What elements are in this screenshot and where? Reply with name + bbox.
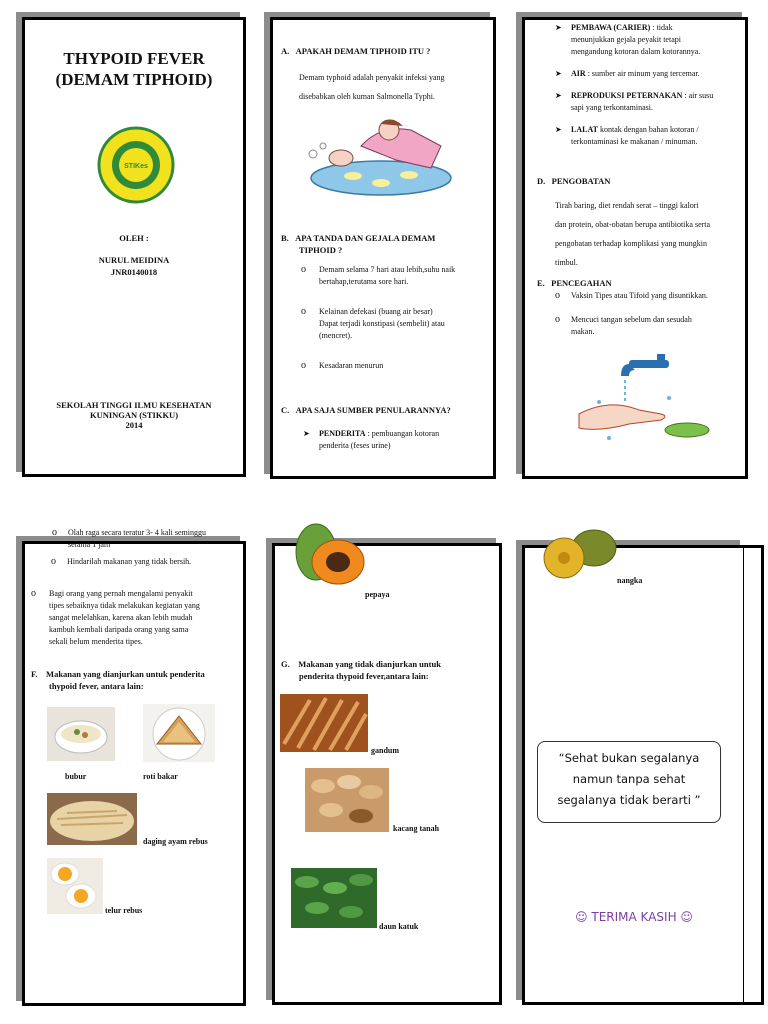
list-item: o Hindarilah makanan yang tidak bersih. xyxy=(51,556,192,567)
quote-box: “Sehat bukan segalanya namun tanpa sehat segalanya tidak berarti ” xyxy=(537,741,721,823)
list-item: ➤ AIR : sumber air minum yang tercemar. xyxy=(555,69,700,78)
food-label: pepaya xyxy=(365,590,390,599)
sick-child-illustration xyxy=(301,116,461,198)
list-item: o Demam selama 7 hari atau lebih,suhu naik bertahap,terutama sore hari. xyxy=(301,264,456,286)
food-label: roti bakar xyxy=(143,772,178,781)
list-item: o Vaksin Tipes atau Tifoid yang disuntikkan. xyxy=(555,290,708,301)
list-item: ➤ REPRODUKSI PETERNAKAN : air susu sapi yang terkontaminasi. xyxy=(555,91,714,112)
food-label: daun katuk xyxy=(379,922,419,931)
section-f-heading: F. Makanan yang dianjurkan untuk penderita thypoid fever, antara lain: xyxy=(31,669,205,691)
papaya-image xyxy=(292,522,368,592)
symptom-list xyxy=(301,264,491,372)
source-list xyxy=(555,22,747,148)
list-item: o Bagi orang yang pernah mengalami penyakit tipes sebaiknya tidak melakukan kegiatan yang sangat melelahkan, karena akan lebih mudah kambuh kembali daripada orang yang sama sekali belum menderita tipes. xyxy=(31,588,200,646)
food-label: kacang tanah xyxy=(393,824,440,833)
toast-image xyxy=(143,704,215,762)
katuk-leaf-image xyxy=(291,868,377,928)
food-label: bubur xyxy=(65,772,87,781)
section-d-heading: D. PENGOBATAN xyxy=(537,176,611,186)
info-panel-d-e xyxy=(522,17,748,479)
food-label: daging ayam rebus xyxy=(143,837,208,846)
food-label: nangka xyxy=(617,576,643,585)
peanut-image xyxy=(305,768,389,832)
cover-panel xyxy=(22,17,246,477)
school-logo xyxy=(97,126,175,204)
chicken-image xyxy=(47,793,137,845)
prevention-list xyxy=(555,290,745,338)
list-item: ➤ PENDERITA : pembuangan kotoran penderita (feses urine) xyxy=(303,429,440,450)
list-item: ➤ LALAT kontak dengan bahan kotoran / terkontaminasi ke makanan / minuman. xyxy=(555,125,699,146)
closing-panel xyxy=(522,545,746,1005)
list-item: o Olah raga secara teratur 3- 4 kali seminggu selama 1 jam xyxy=(52,527,206,549)
jackfruit-image xyxy=(542,528,618,580)
info-panel-a-c xyxy=(270,17,496,479)
section-b-heading: B. APA TANDA DAN GEJALA DEMAM TIPHOID ? xyxy=(281,233,436,255)
list-item: o Kelainan defekasi (buang air besar) Dapat terjadi konstipasi (sembelit) atau (mencret). xyxy=(301,306,445,340)
list-item: o Kesadaran menurun xyxy=(301,360,384,371)
section-c-heading: C. APA SAJA SUMBER PENULARANNYA? xyxy=(281,405,451,415)
school-block: SEKOLAH TINGGI ILMU KESEHATAN KUNINGAN (STIKKU) 2014 xyxy=(56,400,212,430)
food-label: telur rebus xyxy=(105,906,143,915)
recommended-food-panel xyxy=(22,541,246,1006)
section-a-text: Demam typhoid adalah penyakit infeksi yang disebabkan oleh kuman Salmonella Typhi. xyxy=(299,73,445,101)
list-item: o Mencuci tangan sebelum dan sesudah makan. xyxy=(555,314,692,336)
author-block: OLEH : NURUL MEIDINA JNR0140018 xyxy=(98,233,170,277)
section-a-heading: A. APAKAH DEMAM TIPHOID ITU ? xyxy=(281,46,431,56)
egg-image xyxy=(47,858,103,914)
porridge-image xyxy=(47,707,115,761)
avoid-food-panel xyxy=(272,543,502,1005)
logo-center-text: STIKes xyxy=(124,163,148,170)
cover-title: THYPOID FEVER (DEMAM TIPHOID) xyxy=(55,49,213,89)
list-item: ➤ PEMBAWA (CARIER) : tidak menunjukkan gejala peyakit tetapi mengandung kotoran dalam kotorannya. xyxy=(555,23,701,56)
food-label: gandum xyxy=(371,746,400,755)
section-g-heading: G. Makanan yang tidak dianjurkan untuk penderita thypoid fever,antara lain: xyxy=(281,659,441,681)
wheat-image xyxy=(280,694,368,752)
section-e-heading: E. PENCEGAHAN xyxy=(537,278,612,288)
handwash-illustration xyxy=(569,354,725,442)
folded-edge xyxy=(744,545,764,1005)
thank-you-text: ☺ TERIMA KASIH ☺ xyxy=(575,910,693,924)
section-d-text: Tirah baring, diet rendah serat – tinggi kalori dan protein, obat-obatan berupa antibiotika serta pengobatan terhadap komplikasi yang mungkin timbul. xyxy=(555,201,711,267)
